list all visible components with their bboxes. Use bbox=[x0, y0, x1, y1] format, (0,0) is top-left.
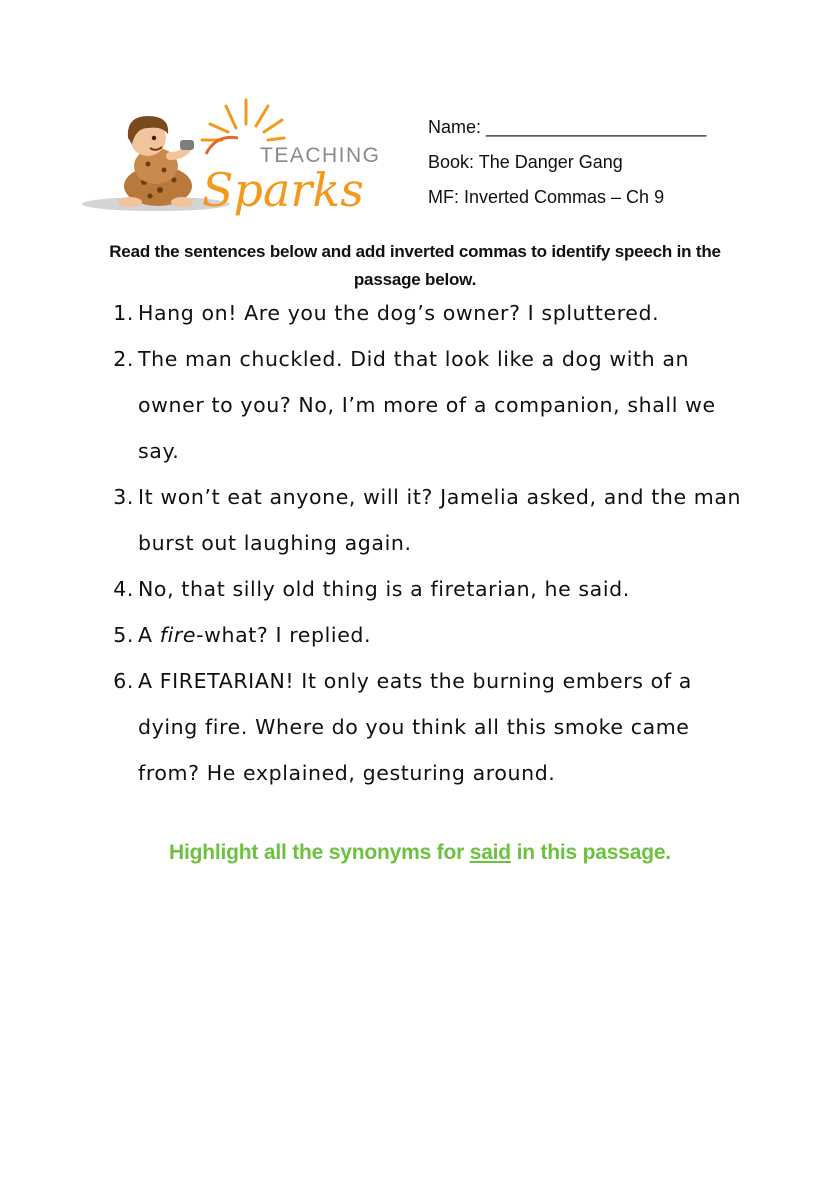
item-text bbox=[138, 623, 371, 647]
sentence-list bbox=[104, 290, 744, 796]
book-line: Book: The Danger Gang bbox=[428, 152, 623, 172]
item-text: Hang on! Are you the dog’s owner? I spluttered. bbox=[138, 301, 660, 325]
item-number: 1. bbox=[113, 301, 134, 325]
task-text-after: in this passage. bbox=[510, 841, 671, 864]
header-info bbox=[428, 110, 706, 215]
item-text-italic: fire bbox=[159, 623, 197, 647]
item-text: A FIRETARIAN! It only eats the burning embers of a dying fire. Where do you think all this smoke came from? He explained, gesturing around. bbox=[138, 669, 692, 785]
list-item bbox=[104, 566, 744, 612]
item-number: 4. bbox=[113, 577, 134, 601]
item-number: 2. bbox=[113, 347, 134, 371]
item-text-pre: A bbox=[138, 623, 160, 647]
list-item bbox=[104, 658, 744, 796]
list-item bbox=[104, 612, 744, 658]
item-text-post: -what? I replied. bbox=[196, 623, 372, 647]
highlight-task bbox=[70, 841, 770, 865]
item-number: 5. bbox=[113, 623, 134, 647]
task-text-before: Highlight all the synonyms for bbox=[169, 841, 470, 864]
mf-line: MF: Inverted Commas – Ch 9 bbox=[428, 187, 665, 207]
task-underlined-word: said bbox=[469, 841, 511, 864]
item-number: 3. bbox=[113, 485, 134, 509]
item-text: The man chuckled. Did that look like a dog with an owner to you? No, I’m more of a companion, shall we say. bbox=[138, 347, 716, 463]
list-item bbox=[104, 290, 744, 336]
item-number: 6. bbox=[113, 669, 134, 693]
name-blank: ______________________ bbox=[486, 117, 707, 137]
logo-text-sparks: Sparks bbox=[202, 163, 364, 217]
list-item bbox=[104, 474, 744, 566]
instructions-heading: Read the sentences below and add inverted commas to identify speech in the passage below. bbox=[109, 242, 721, 289]
list-item bbox=[104, 336, 744, 474]
name-label: Name: bbox=[428, 117, 482, 137]
caveman-illustration-icon bbox=[118, 116, 194, 207]
item-text: It won’t eat anyone, will it? Jamelia asked, and the man burst out laughing again. bbox=[138, 485, 742, 555]
logo-text-teaching: TEACHING bbox=[260, 144, 381, 167]
item-text: No, that silly old thing is a firetarian, he said. bbox=[138, 577, 630, 601]
teaching-sparks-logo bbox=[78, 98, 390, 222]
name-line bbox=[428, 110, 706, 145]
sun-rays-icon bbox=[202, 100, 284, 140]
